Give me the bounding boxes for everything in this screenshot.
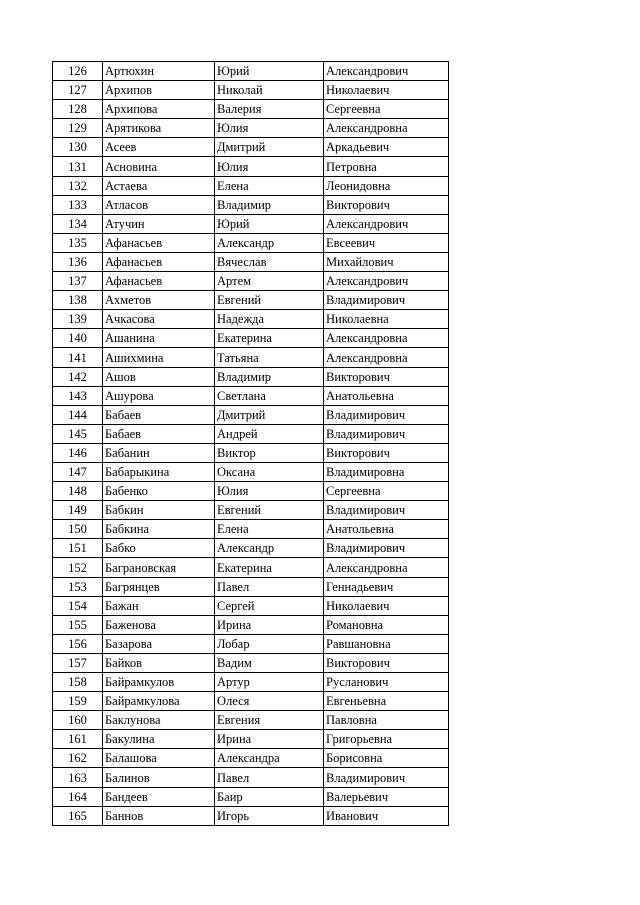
patronymic-cell: Валерьевич [324,787,449,806]
first-name-cell: Виктор [215,443,324,462]
first-name-cell: Евгений [215,291,324,310]
first-name-cell: Александра [215,749,324,768]
row-number-cell: 164 [53,787,103,806]
last-name-cell: Байков [103,653,215,672]
first-name-cell: Николай [215,81,324,100]
row-number-cell: 163 [53,768,103,787]
row-number-cell: 160 [53,711,103,730]
first-name-cell: Павел [215,577,324,596]
first-name-cell: Елена [215,520,324,539]
table-row [53,539,449,558]
table-row [53,252,449,271]
last-name-cell: Балинов [103,768,215,787]
patronymic-cell: Александрович [324,214,449,233]
first-name-cell: Ирина [215,730,324,749]
table-row [53,291,449,310]
row-number-cell: 136 [53,252,103,271]
row-number-cell: 144 [53,405,103,424]
table-row [53,405,449,424]
first-name-cell: Дмитрий [215,405,324,424]
patronymic-cell: Петровна [324,157,449,176]
table-row [53,501,449,520]
table-row [53,692,449,711]
table-row [53,653,449,672]
row-number-cell: 157 [53,653,103,672]
row-number-cell: 151 [53,539,103,558]
first-name-cell: Игорь [215,806,324,825]
first-name-cell: Екатерина [215,558,324,577]
row-number-cell: 156 [53,634,103,653]
patronymic-cell: Владимирович [324,291,449,310]
table-row [53,157,449,176]
table-row [53,673,449,692]
patronymic-cell: Геннадьевич [324,577,449,596]
last-name-cell: Ашанина [103,329,215,348]
patronymic-cell: Евгеньевна [324,692,449,711]
table-row [53,386,449,405]
row-number-cell: 135 [53,233,103,252]
first-name-cell: Юрий [215,214,324,233]
row-number-cell: 155 [53,615,103,634]
patronymic-cell: Павловна [324,711,449,730]
patronymic-cell: Равшановна [324,634,449,653]
first-name-cell: Олеся [215,692,324,711]
last-name-cell: Бабаев [103,424,215,443]
table-body [53,62,449,826]
last-name-cell: Бабаев [103,405,215,424]
last-name-cell: Арятикова [103,119,215,138]
row-number-cell: 141 [53,348,103,367]
patronymic-cell: Александровна [324,558,449,577]
row-number-cell: 134 [53,214,103,233]
first-name-cell: Артем [215,272,324,291]
table-row [53,596,449,615]
table-row [53,329,449,348]
patronymic-cell: Романовна [324,615,449,634]
last-name-cell: Архипова [103,100,215,119]
row-number-cell: 162 [53,749,103,768]
patronymic-cell: Александровна [324,119,449,138]
last-name-cell: Бабкина [103,520,215,539]
table-row [53,577,449,596]
last-name-cell: Асновина [103,157,215,176]
table-row [53,615,449,634]
patronymic-cell: Николаевич [324,81,449,100]
table-row [53,520,449,539]
patronymic-cell: Аркадьевич [324,138,449,157]
row-number-cell: 142 [53,367,103,386]
first-name-cell: Светлана [215,386,324,405]
row-number-cell: 128 [53,100,103,119]
last-name-cell: Бабкин [103,501,215,520]
patronymic-cell: Русланович [324,673,449,692]
patronymic-cell: Михайлович [324,252,449,271]
first-name-cell: Вячеслав [215,252,324,271]
row-number-cell: 153 [53,577,103,596]
first-name-cell: Андрей [215,424,324,443]
last-name-cell: Баннов [103,806,215,825]
row-number-cell: 165 [53,806,103,825]
first-name-cell: Павел [215,768,324,787]
table-row [53,348,449,367]
row-number-cell: 145 [53,424,103,443]
table-row [53,119,449,138]
table-row [53,482,449,501]
table-row [53,233,449,252]
row-number-cell: 161 [53,730,103,749]
last-name-cell: Ахметов [103,291,215,310]
table-row [53,138,449,157]
last-name-cell: Атучин [103,214,215,233]
last-name-cell: Афанасьев [103,252,215,271]
table-row [53,214,449,233]
first-name-cell: Дмитрий [215,138,324,157]
last-name-cell: Бабарыкина [103,462,215,481]
person-list-table [52,61,449,826]
patronymic-cell: Александровна [324,348,449,367]
patronymic-cell: Сергеевна [324,482,449,501]
row-number-cell: 127 [53,81,103,100]
row-number-cell: 149 [53,501,103,520]
table-row [53,195,449,214]
row-number-cell: 148 [53,482,103,501]
patronymic-cell: Анатольевна [324,520,449,539]
patronymic-cell: Владимирович [324,539,449,558]
table-row [53,272,449,291]
table-row [53,62,449,81]
row-number-cell: 140 [53,329,103,348]
first-name-cell: Сергей [215,596,324,615]
last-name-cell: Бабанин [103,443,215,462]
last-name-cell: Ашурова [103,386,215,405]
row-number-cell: 150 [53,520,103,539]
last-name-cell: Ачкасова [103,310,215,329]
last-name-cell: Баклунова [103,711,215,730]
row-number-cell: 152 [53,558,103,577]
table-row [53,367,449,386]
first-name-cell: Баир [215,787,324,806]
last-name-cell: Архипов [103,81,215,100]
last-name-cell: Базарова [103,634,215,653]
table-row [53,730,449,749]
table-row [53,462,449,481]
last-name-cell: Асеев [103,138,215,157]
row-number-cell: 132 [53,176,103,195]
row-number-cell: 131 [53,157,103,176]
patronymic-cell: Владимирович [324,405,449,424]
row-number-cell: 147 [53,462,103,481]
table-row [53,806,449,825]
last-name-cell: Баграновская [103,558,215,577]
patronymic-cell: Викторович [324,367,449,386]
last-name-cell: Бабко [103,539,215,558]
patronymic-cell: Владимировна [324,462,449,481]
row-number-cell: 146 [53,443,103,462]
table-row [53,424,449,443]
patronymic-cell: Евсеевич [324,233,449,252]
patronymic-cell: Анатольевна [324,386,449,405]
first-name-cell: Юрий [215,62,324,81]
first-name-cell: Юлия [215,157,324,176]
patronymic-cell: Викторович [324,653,449,672]
first-name-cell: Евгений [215,501,324,520]
patronymic-cell: Борисовна [324,749,449,768]
first-name-cell: Елена [215,176,324,195]
first-name-cell: Лобар [215,634,324,653]
table-row [53,634,449,653]
first-name-cell: Екатерина [215,329,324,348]
patronymic-cell: Николаевич [324,596,449,615]
row-number-cell: 138 [53,291,103,310]
last-name-cell: Балашова [103,749,215,768]
first-name-cell: Александр [215,233,324,252]
patronymic-cell: Николаевна [324,310,449,329]
last-name-cell: Ашихмина [103,348,215,367]
last-name-cell: Артюхин [103,62,215,81]
patronymic-cell: Викторович [324,443,449,462]
last-name-cell: Байрамкулов [103,673,215,692]
table-row [53,443,449,462]
row-number-cell: 158 [53,673,103,692]
last-name-cell: Атласов [103,195,215,214]
row-number-cell: 133 [53,195,103,214]
first-name-cell: Вадим [215,653,324,672]
last-name-cell: Бажан [103,596,215,615]
first-name-cell: Ирина [215,615,324,634]
patronymic-cell: Александровна [324,329,449,348]
row-number-cell: 137 [53,272,103,291]
row-number-cell: 139 [53,310,103,329]
patronymic-cell: Иванович [324,806,449,825]
patronymic-cell: Леонидовна [324,176,449,195]
first-name-cell: Валерия [215,100,324,119]
table-row [53,310,449,329]
patronymic-cell: Владимирович [324,768,449,787]
last-name-cell: Байрамкулова [103,692,215,711]
patronymic-cell: Викторович [324,195,449,214]
table-row [53,787,449,806]
table-row [53,768,449,787]
patronymic-cell: Григорьевна [324,730,449,749]
first-name-cell: Артур [215,673,324,692]
row-number-cell: 159 [53,692,103,711]
last-name-cell: Афанасьев [103,233,215,252]
table-row [53,749,449,768]
row-number-cell: 130 [53,138,103,157]
table-row [53,100,449,119]
first-name-cell: Александр [215,539,324,558]
first-name-cell: Оксана [215,462,324,481]
last-name-cell: Афанасьев [103,272,215,291]
last-name-cell: Баженова [103,615,215,634]
patronymic-cell: Александрович [324,62,449,81]
patronymic-cell: Владимирович [324,424,449,443]
row-number-cell: 126 [53,62,103,81]
first-name-cell: Надежда [215,310,324,329]
first-name-cell: Владимир [215,195,324,214]
first-name-cell: Юлия [215,119,324,138]
table-row [53,81,449,100]
first-name-cell: Евгения [215,711,324,730]
last-name-cell: Бакулина [103,730,215,749]
row-number-cell: 129 [53,119,103,138]
last-name-cell: Бандеев [103,787,215,806]
last-name-cell: Багрянцев [103,577,215,596]
patronymic-cell: Владимирович [324,501,449,520]
table-row [53,711,449,730]
last-name-cell: Астаева [103,176,215,195]
last-name-cell: Бабенко [103,482,215,501]
table-row [53,176,449,195]
patronymic-cell: Александрович [324,272,449,291]
first-name-cell: Юлия [215,482,324,501]
table-row [53,558,449,577]
first-name-cell: Владимир [215,367,324,386]
patronymic-cell: Сергеевна [324,100,449,119]
last-name-cell: Ашов [103,367,215,386]
first-name-cell: Татьяна [215,348,324,367]
row-number-cell: 154 [53,596,103,615]
row-number-cell: 143 [53,386,103,405]
